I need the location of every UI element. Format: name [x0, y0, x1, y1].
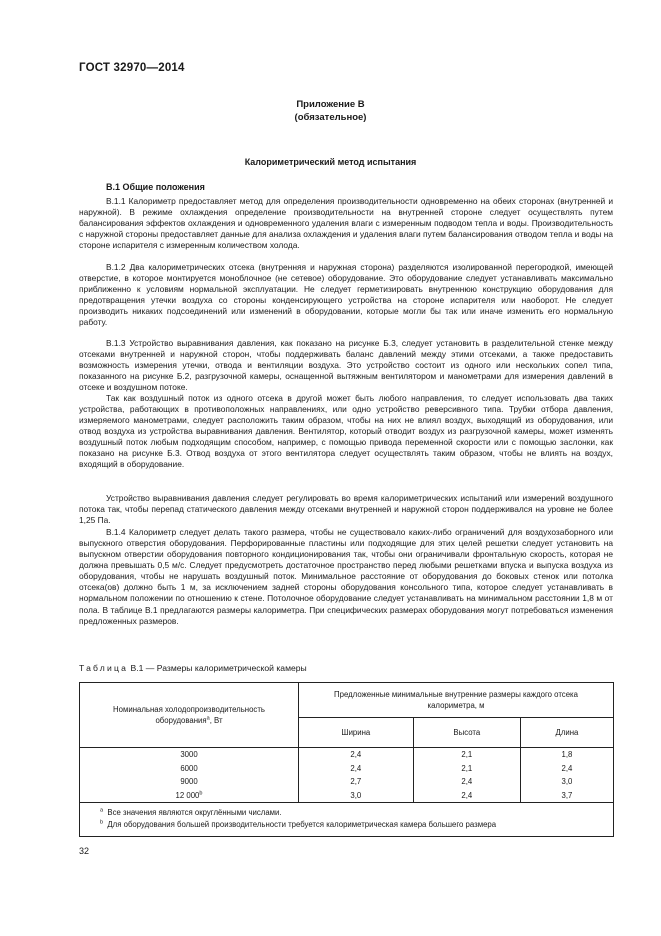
capacity-cell: 9000	[80, 775, 299, 789]
table-row	[80, 789, 614, 803]
table-note: $^b$ Для оборудования большей производительности требуется калориметрическая камера большего размера	[100, 819, 497, 829]
width-cell: 2,4	[299, 762, 414, 776]
header-dimensions-group: Предложенные минимальные внутренние размеры каждого отсека калориметра, м	[299, 683, 614, 718]
appendix-label: Приложение В	[296, 99, 365, 110]
capacity-cell: 12 000$^b$	[80, 789, 299, 803]
calorimeter-table	[79, 682, 614, 837]
table-note: $^a$ Все значения являются округлёнными числами.	[100, 807, 282, 817]
appendix-status: (обязательное)	[294, 112, 367, 123]
header-nominal-capacity	[80, 683, 299, 748]
width-cell: 2,4	[299, 748, 414, 762]
height-cell: 2,4	[413, 775, 520, 789]
table-row	[80, 762, 614, 776]
paragraph-b-1-1: В.1.1 Калориметр предоставляет метод для определения производительности одновременно на обеих сторонах (внутренней и наружной). В режиме охлаждения определение производительности на внутренней стороне следует осуществлять путем балансирования эффектов охлаждения и одновременного удаления влаги с измеренным подводом тепла и воды. Производительность с наружной стороны предоставляет данные для анализа охлаждения и удаления влаги путем балансирования отводом тепла и воды на стороне испарителя с измеренным количеством холода.	[79, 196, 613, 251]
height-cell: 2,4	[413, 789, 520, 803]
paragraph-b-1-3: В.1.3 Устройство выравнивания давления, как показано на рисунке Б.3, следует установить в разделительной стенке между отсеками внутренней и наружной сторон, чтобы поддерживать баланс давлений между этими отсеками, а также предоставить возможность измерения утечки, отвода и вентиляции воздуха. Это устройство состоит из одного или нескольких сопел типа, показанного на рисунке Б.2, разгрузочной камеры, оснащенной вытяжным вентилятором и манометрами для измерения давлений в отсеке и воздушном потоке.	[79, 338, 613, 393]
length-cell: 3,0	[520, 775, 613, 789]
paragraph-b-1-4: В.1.4 Калориметр следует делать такого размера, чтобы не существовало каких-либо ограничений для воздухозаборного или выпускного отверстия оборудования. Перфорированные пластины или подходящие для этих целей решетки следует установить на выпускном отверстии оборудования повторного кондиционирования так, чтобы они ограничивали фронтальную скорость, которая не должна превышать 0,5 м/с. Следует предусмотреть достаточное пространство перед любыми решетками впуска и выпуска воздуха из оборудования, чтобы не нарушать воздушный поток. Минимальное расстояние от оборудования до боковых стенок или потолка отсека(ов) должно быть 1 м, за исключением задней стороны оборудования консольного типа, которое следует устанавливать в нормальном положении по отношению к стене. Потолочное оборудование следует устанавливать на минимальном расстоянии 1,8 м от пола. В таблице В.1 предлагаются размеры калориметра. При специфических размерах оборудования могут потребоваться изменения предложенных размеров.	[79, 527, 613, 626]
capacity-cell: 3000	[80, 748, 299, 762]
header-height: Высота	[413, 718, 520, 748]
header-nominal-unit: , Вт	[209, 716, 223, 725]
paragraph-b-1-2: В.1.2 Два калориметрических отсека (внутренняя и наружная сторона) разделяются изолированной перегородкой, имеющей отверстие, в которое монтируется моноблочное (не сетевое) оборудование. Это оборудование следует устанавливать максимально приближенно к условиям нормальной эксплуатации. Не следует герметизировать внутреннюю конструкцию оборудования для предотвращения утечки воздуха со стороны конденсирующего устройства на стороне испарителя или наоборот. Не следует производить никаких подсоединений или изменений в оборудовании, которые могли бы так или иначе изменить его нормальную работу.	[79, 262, 613, 328]
paragraph-pressure: Устройство выравнивания давления следует регулировать во время калориметрических испытаний или измерений воздушного потока так, чтобы перепад статического давления между отсеками внутренней и наружной сторон поддерживался на уровне не более 1,25 Па.	[79, 493, 613, 526]
header-nominal-sup: a	[206, 715, 210, 722]
width-cell: 3,0	[299, 789, 414, 803]
paragraph-airflow: Так как воздушный поток из одного отсека в другой может быть любого направления, то следует использовать два таких устройства, работающих в противоположных направлениях, или одно устройство реверсивного типа. Трубки отбора давления, измеряемого манометрами, следует расположить таким образом, чтобы на них не влиял воздух, выходящий из оборудования, или отвод воздуха из устройства выравнивания давления. Вентилятор, который отводит воздух из разгрузочной камеры, может изменять воздушный поток любым подходящим способом, например, с помощью привода переменной скорости или с помощью заслонки, как показано на рисунке Б.3. Отвод воздуха от этого вентилятора следует осуществлять таким образом, чтобы не влиять на воздух, входящий в оборудование.	[79, 393, 613, 470]
length-cell: 1,8	[520, 748, 613, 762]
capacity-cell: 6000	[80, 762, 299, 776]
table-row	[80, 775, 614, 789]
document-code: ГОСТ 32970—2014	[79, 62, 185, 74]
header-length: Длина	[520, 718, 613, 748]
table-caption-text: В.1 — Размеры калориметрической камеры	[130, 663, 307, 673]
header-nominal-text: Номинальная холодопроизводительность оборудования	[113, 705, 265, 725]
table-notes	[80, 803, 614, 837]
section-heading: В.1 Общие положения	[106, 182, 205, 192]
height-cell: 2,1	[413, 748, 520, 762]
table-row	[80, 748, 614, 762]
page-number: 32	[79, 846, 90, 856]
table-caption	[79, 663, 307, 673]
appendix-title: Калориметрический метод испытания	[244, 157, 417, 167]
length-cell: 2,4	[520, 762, 613, 776]
header-width: Ширина	[299, 718, 414, 748]
table-caption-word: Таблица	[79, 663, 129, 673]
height-cell: 2,1	[413, 762, 520, 776]
width-cell: 2,7	[299, 775, 414, 789]
length-cell: 3,7	[520, 789, 613, 803]
